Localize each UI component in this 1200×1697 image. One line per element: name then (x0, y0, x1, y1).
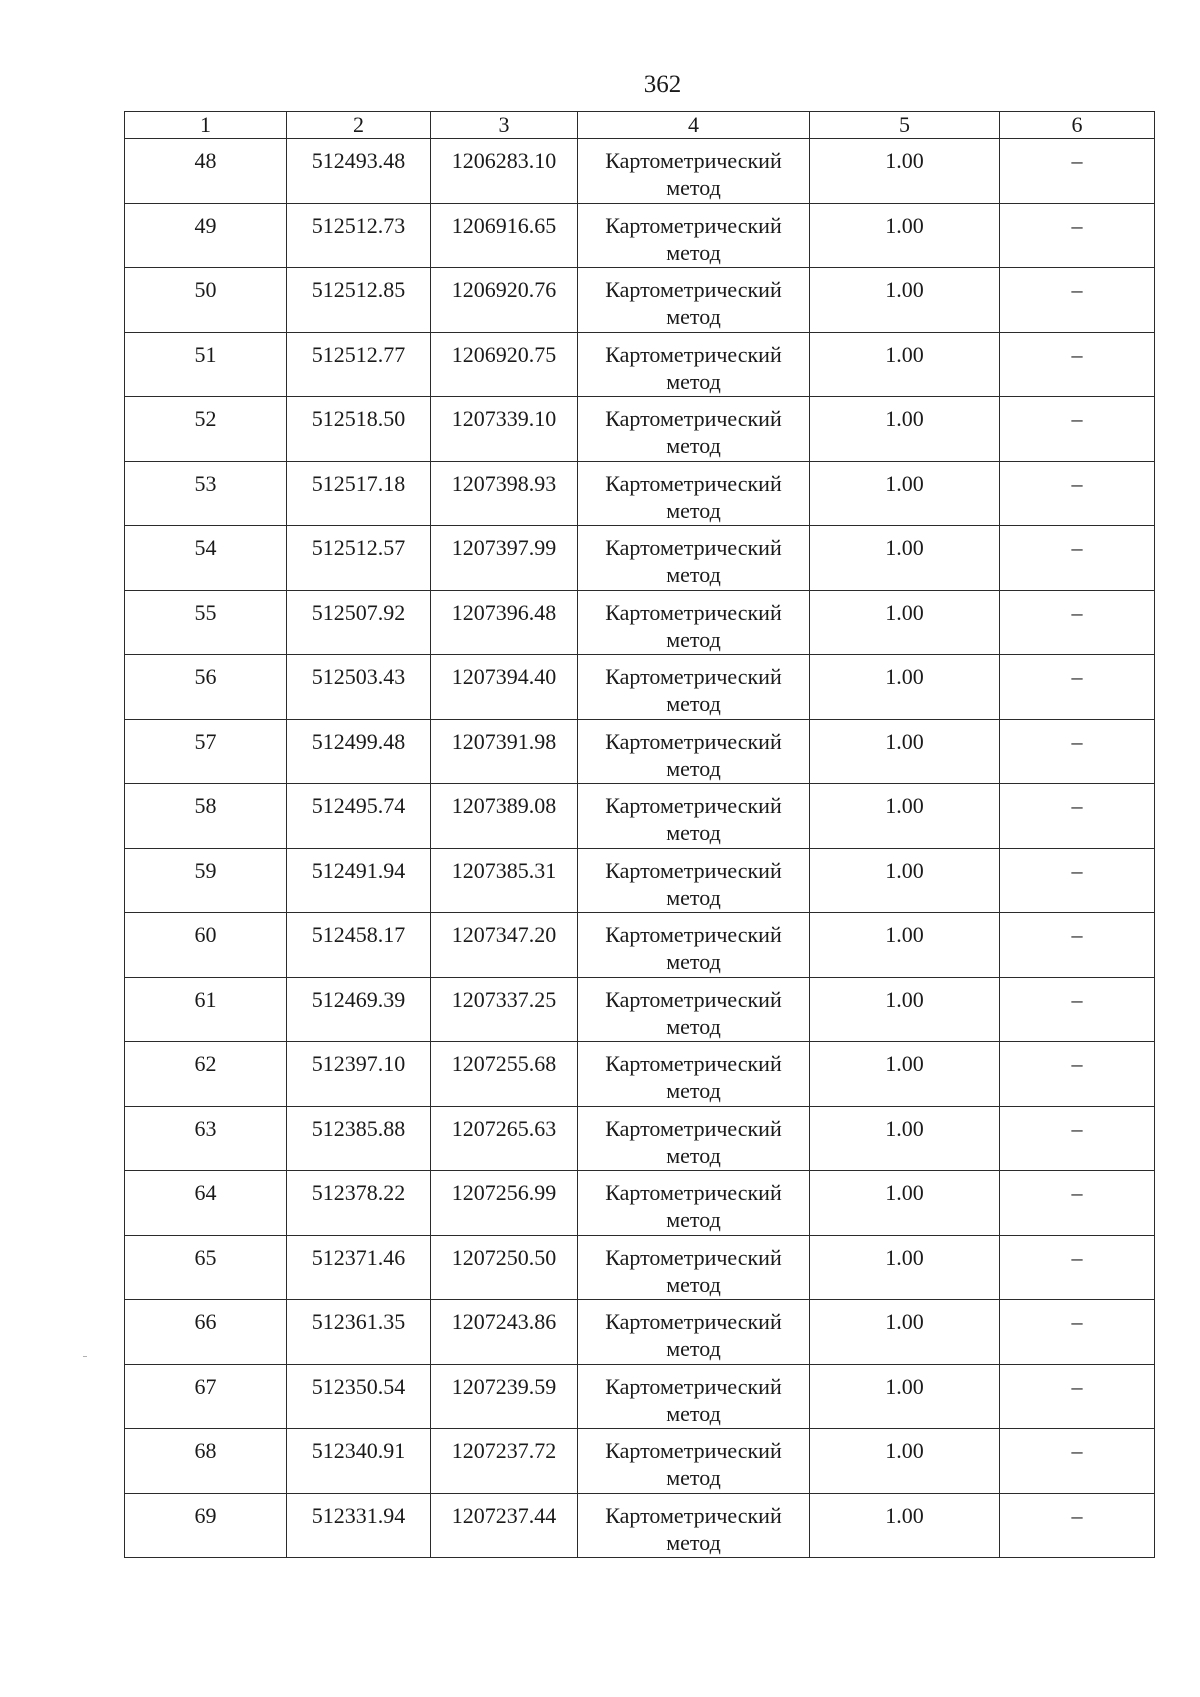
method-line-2: метод (666, 1142, 721, 1168)
method-line-1: Картометрический (605, 857, 782, 883)
coordinate-y-cell: 1207239.59 (431, 1364, 578, 1429)
accuracy-cell: 1.00 (810, 526, 1000, 591)
method-line-2: метод (666, 562, 721, 587)
coordinate-x-cell: 512503.43 (287, 655, 431, 720)
note-cell: – (1000, 1171, 1155, 1236)
method-cell (578, 1364, 810, 1429)
point-number-cell: 62 (125, 1042, 287, 1107)
method-cell (578, 268, 810, 333)
method-line-2: метод (666, 755, 721, 781)
coordinate-y-cell: 1206920.75 (431, 332, 578, 397)
table-header-row (125, 112, 1155, 139)
table-row (125, 655, 1155, 720)
coordinate-x-cell: 512491.94 (287, 848, 431, 913)
point-number-cell: 56 (125, 655, 287, 720)
method-cell (578, 784, 810, 849)
coordinate-y-cell: 1207397.99 (431, 526, 578, 591)
table-row (125, 719, 1155, 784)
coordinate-y-cell: 1207398.93 (431, 461, 578, 526)
coordinate-y-cell: 1207389.08 (431, 784, 578, 849)
table-row (125, 1171, 1155, 1236)
method-line-2: метод (666, 884, 721, 910)
method-line-2: метод (666, 239, 721, 265)
note-cell: – (1000, 526, 1155, 591)
point-number-cell: 63 (125, 1106, 287, 1171)
coordinate-y-cell: 1207339.10 (431, 397, 578, 462)
method-cell (578, 1300, 810, 1365)
note-cell: – (1000, 913, 1155, 978)
method-line-2: метод (666, 368, 721, 394)
coordinate-x-cell: 512512.73 (287, 203, 431, 268)
point-number-cell: 69 (125, 1493, 287, 1558)
table-row (125, 913, 1155, 978)
method-line-1: Картометрический (605, 535, 782, 560)
coordinate-y-cell: 1207385.31 (431, 848, 578, 913)
coordinate-x-cell: 512340.91 (287, 1429, 431, 1494)
accuracy-cell: 1.00 (810, 977, 1000, 1042)
method-cell (578, 655, 810, 720)
table-row (125, 1364, 1155, 1429)
accuracy-cell: 1.00 (810, 1042, 1000, 1107)
column-header-4: 4 (578, 112, 810, 139)
note-cell: – (1000, 461, 1155, 526)
note-cell: – (1000, 1106, 1155, 1171)
method-line-2: метод (666, 1207, 721, 1232)
accuracy-cell: 1.00 (810, 1493, 1000, 1558)
method-cell (578, 1493, 810, 1558)
table-row (125, 397, 1155, 462)
note-cell: – (1000, 268, 1155, 333)
table-row (125, 1042, 1155, 1107)
note-cell: – (1000, 332, 1155, 397)
method-line-1: Картометрический (605, 470, 782, 496)
accuracy-cell: 1.00 (810, 719, 1000, 784)
method-line-2: метод (666, 1336, 721, 1361)
coordinate-y-cell: 1207255.68 (431, 1042, 578, 1107)
method-line-2: метод (666, 820, 721, 845)
point-number-cell: 65 (125, 1235, 287, 1300)
method-cell (578, 139, 810, 204)
point-number-cell: 49 (125, 203, 287, 268)
coordinate-y-cell: 1207237.44 (431, 1493, 578, 1558)
method-line-1: Картометрический (605, 664, 782, 689)
coordinate-y-cell: 1207396.48 (431, 590, 578, 655)
note-cell: – (1000, 203, 1155, 268)
note-cell: – (1000, 848, 1155, 913)
note-cell: – (1000, 977, 1155, 1042)
coordinates-table (124, 111, 1155, 1558)
coordinate-x-cell: 512371.46 (287, 1235, 431, 1300)
point-number-cell: 55 (125, 590, 287, 655)
table-row (125, 977, 1155, 1042)
coordinate-x-cell: 512517.18 (287, 461, 431, 526)
accuracy-cell: 1.00 (810, 1300, 1000, 1365)
method-line-1: Картометрический (605, 1309, 782, 1334)
margin-mark (83, 1356, 87, 1357)
method-line-2: метод (666, 175, 721, 200)
accuracy-cell: 1.00 (810, 461, 1000, 526)
coordinate-x-cell: 512378.22 (287, 1171, 431, 1236)
table-row (125, 590, 1155, 655)
coordinate-x-cell: 512331.94 (287, 1493, 431, 1558)
coordinate-y-cell: 1207237.72 (431, 1429, 578, 1494)
method-line-1: Картометрический (605, 1438, 782, 1463)
point-number-cell: 64 (125, 1171, 287, 1236)
note-cell: – (1000, 397, 1155, 462)
note-cell: – (1000, 719, 1155, 784)
coordinate-x-cell: 512350.54 (287, 1364, 431, 1429)
coordinate-x-cell: 512361.35 (287, 1300, 431, 1365)
method-cell (578, 913, 810, 978)
table-body (125, 139, 1155, 1558)
method-line-2: метод (666, 433, 721, 458)
table-row (125, 203, 1155, 268)
table-row (125, 1429, 1155, 1494)
accuracy-cell: 1.00 (810, 913, 1000, 978)
column-header-1: 1 (125, 112, 287, 139)
method-cell (578, 1042, 810, 1107)
method-line-1: Картометрический (605, 1373, 782, 1399)
method-line-2: метод (666, 1400, 721, 1426)
method-line-1: Картометрический (605, 212, 782, 238)
coordinate-x-cell: 512499.48 (287, 719, 431, 784)
coordinate-y-cell: 1206920.76 (431, 268, 578, 333)
note-cell: – (1000, 1042, 1155, 1107)
point-number-cell: 51 (125, 332, 287, 397)
method-cell (578, 848, 810, 913)
accuracy-cell: 1.00 (810, 1235, 1000, 1300)
coordinate-x-cell: 512512.85 (287, 268, 431, 333)
coordinate-y-cell: 1207265.63 (431, 1106, 578, 1171)
point-number-cell: 58 (125, 784, 287, 849)
accuracy-cell: 1.00 (810, 590, 1000, 655)
method-line-1: Картометрический (605, 986, 782, 1012)
coordinate-y-cell: 1207250.50 (431, 1235, 578, 1300)
method-line-1: Картометрический (605, 793, 782, 818)
coordinate-x-cell: 512397.10 (287, 1042, 431, 1107)
accuracy-cell: 1.00 (810, 397, 1000, 462)
note-cell: – (1000, 1235, 1155, 1300)
coordinate-x-cell: 512385.88 (287, 1106, 431, 1171)
method-cell (578, 1106, 810, 1171)
coordinate-x-cell: 512493.48 (287, 139, 431, 204)
method-line-1: Картометрический (605, 148, 782, 173)
point-number-cell: 61 (125, 977, 287, 1042)
method-line-2: метод (666, 1078, 721, 1103)
point-number-cell: 50 (125, 268, 287, 333)
note-cell: – (1000, 1300, 1155, 1365)
point-number-cell: 60 (125, 913, 287, 978)
method-cell (578, 590, 810, 655)
accuracy-cell: 1.00 (810, 1106, 1000, 1171)
point-number-cell: 53 (125, 461, 287, 526)
note-cell: – (1000, 784, 1155, 849)
note-cell: – (1000, 139, 1155, 204)
method-line-1: Картометрический (605, 277, 782, 302)
coordinate-y-cell: 1207391.98 (431, 719, 578, 784)
method-line-1: Картометрический (605, 922, 782, 947)
coordinate-y-cell: 1206283.10 (431, 139, 578, 204)
coordinate-x-cell: 512518.50 (287, 397, 431, 462)
method-cell (578, 719, 810, 784)
method-line-2: метод (666, 304, 721, 329)
method-cell (578, 461, 810, 526)
table-row (125, 1235, 1155, 1300)
coordinate-y-cell: 1207243.86 (431, 1300, 578, 1365)
coordinate-y-cell: 1207394.40 (431, 655, 578, 720)
coordinate-x-cell: 512507.92 (287, 590, 431, 655)
coordinate-y-cell: 1207337.25 (431, 977, 578, 1042)
accuracy-cell: 1.00 (810, 332, 1000, 397)
table-row (125, 461, 1155, 526)
method-line-1: Картометрический (605, 1115, 782, 1141)
method-line-1: Картометрический (605, 728, 782, 754)
coordinate-x-cell: 512512.57 (287, 526, 431, 591)
method-line-2: метод (666, 1271, 721, 1297)
table-row (125, 1493, 1155, 1558)
table-row (125, 332, 1155, 397)
method-line-1: Картометрический (605, 1502, 782, 1528)
method-line-2: метод (666, 1465, 721, 1490)
column-header-6: 6 (1000, 112, 1155, 139)
method-line-1: Картометрический (605, 599, 782, 625)
note-cell: – (1000, 1364, 1155, 1429)
method-line-2: метод (666, 1529, 721, 1555)
point-number-cell: 66 (125, 1300, 287, 1365)
method-cell (578, 332, 810, 397)
coordinate-x-cell: 512512.77 (287, 332, 431, 397)
coordinate-y-cell: 1207256.99 (431, 1171, 578, 1236)
method-line-1: Картометрический (605, 1180, 782, 1205)
table-row (125, 1106, 1155, 1171)
point-number-cell: 59 (125, 848, 287, 913)
point-number-cell: 68 (125, 1429, 287, 1494)
method-line-2: метод (666, 949, 721, 974)
coordinate-x-cell: 512495.74 (287, 784, 431, 849)
method-line-2: метод (666, 1013, 721, 1039)
page-number: 362 (643, 71, 682, 98)
method-line-1: Картометрический (605, 1051, 782, 1076)
column-header-3: 3 (431, 112, 578, 139)
method-cell (578, 1171, 810, 1236)
method-cell (578, 977, 810, 1042)
accuracy-cell: 1.00 (810, 784, 1000, 849)
table-row (125, 268, 1155, 333)
method-line-1: Картометрический (605, 341, 782, 367)
point-number-cell: 57 (125, 719, 287, 784)
note-cell: – (1000, 655, 1155, 720)
note-cell: – (1000, 1429, 1155, 1494)
accuracy-cell: 1.00 (810, 268, 1000, 333)
note-cell: – (1000, 590, 1155, 655)
method-line-1: Картометрический (605, 1244, 782, 1270)
accuracy-cell: 1.00 (810, 1364, 1000, 1429)
coordinate-y-cell: 1207347.20 (431, 913, 578, 978)
method-cell (578, 397, 810, 462)
method-line-2: метод (666, 497, 721, 523)
accuracy-cell: 1.00 (810, 655, 1000, 720)
method-line-2: метод (666, 626, 721, 652)
table-row (125, 848, 1155, 913)
accuracy-cell: 1.00 (810, 203, 1000, 268)
accuracy-cell: 1.00 (810, 1171, 1000, 1236)
point-number-cell: 52 (125, 397, 287, 462)
table-row (125, 526, 1155, 591)
method-cell (578, 526, 810, 591)
table-row (125, 784, 1155, 849)
point-number-cell: 48 (125, 139, 287, 204)
point-number-cell: 54 (125, 526, 287, 591)
note-cell: – (1000, 1493, 1155, 1558)
accuracy-cell: 1.00 (810, 848, 1000, 913)
coordinate-x-cell: 512458.17 (287, 913, 431, 978)
method-cell (578, 203, 810, 268)
column-header-2: 2 (287, 112, 431, 139)
table-row (125, 139, 1155, 204)
accuracy-cell: 1.00 (810, 1429, 1000, 1494)
method-cell (578, 1429, 810, 1494)
method-line-1: Картометрический (605, 406, 782, 431)
table-row (125, 1300, 1155, 1365)
accuracy-cell: 1.00 (810, 139, 1000, 204)
point-number-cell: 67 (125, 1364, 287, 1429)
coordinate-x-cell: 512469.39 (287, 977, 431, 1042)
method-cell (578, 1235, 810, 1300)
column-header-5: 5 (810, 112, 1000, 139)
coordinate-y-cell: 1206916.65 (431, 203, 578, 268)
method-line-2: метод (666, 691, 721, 716)
